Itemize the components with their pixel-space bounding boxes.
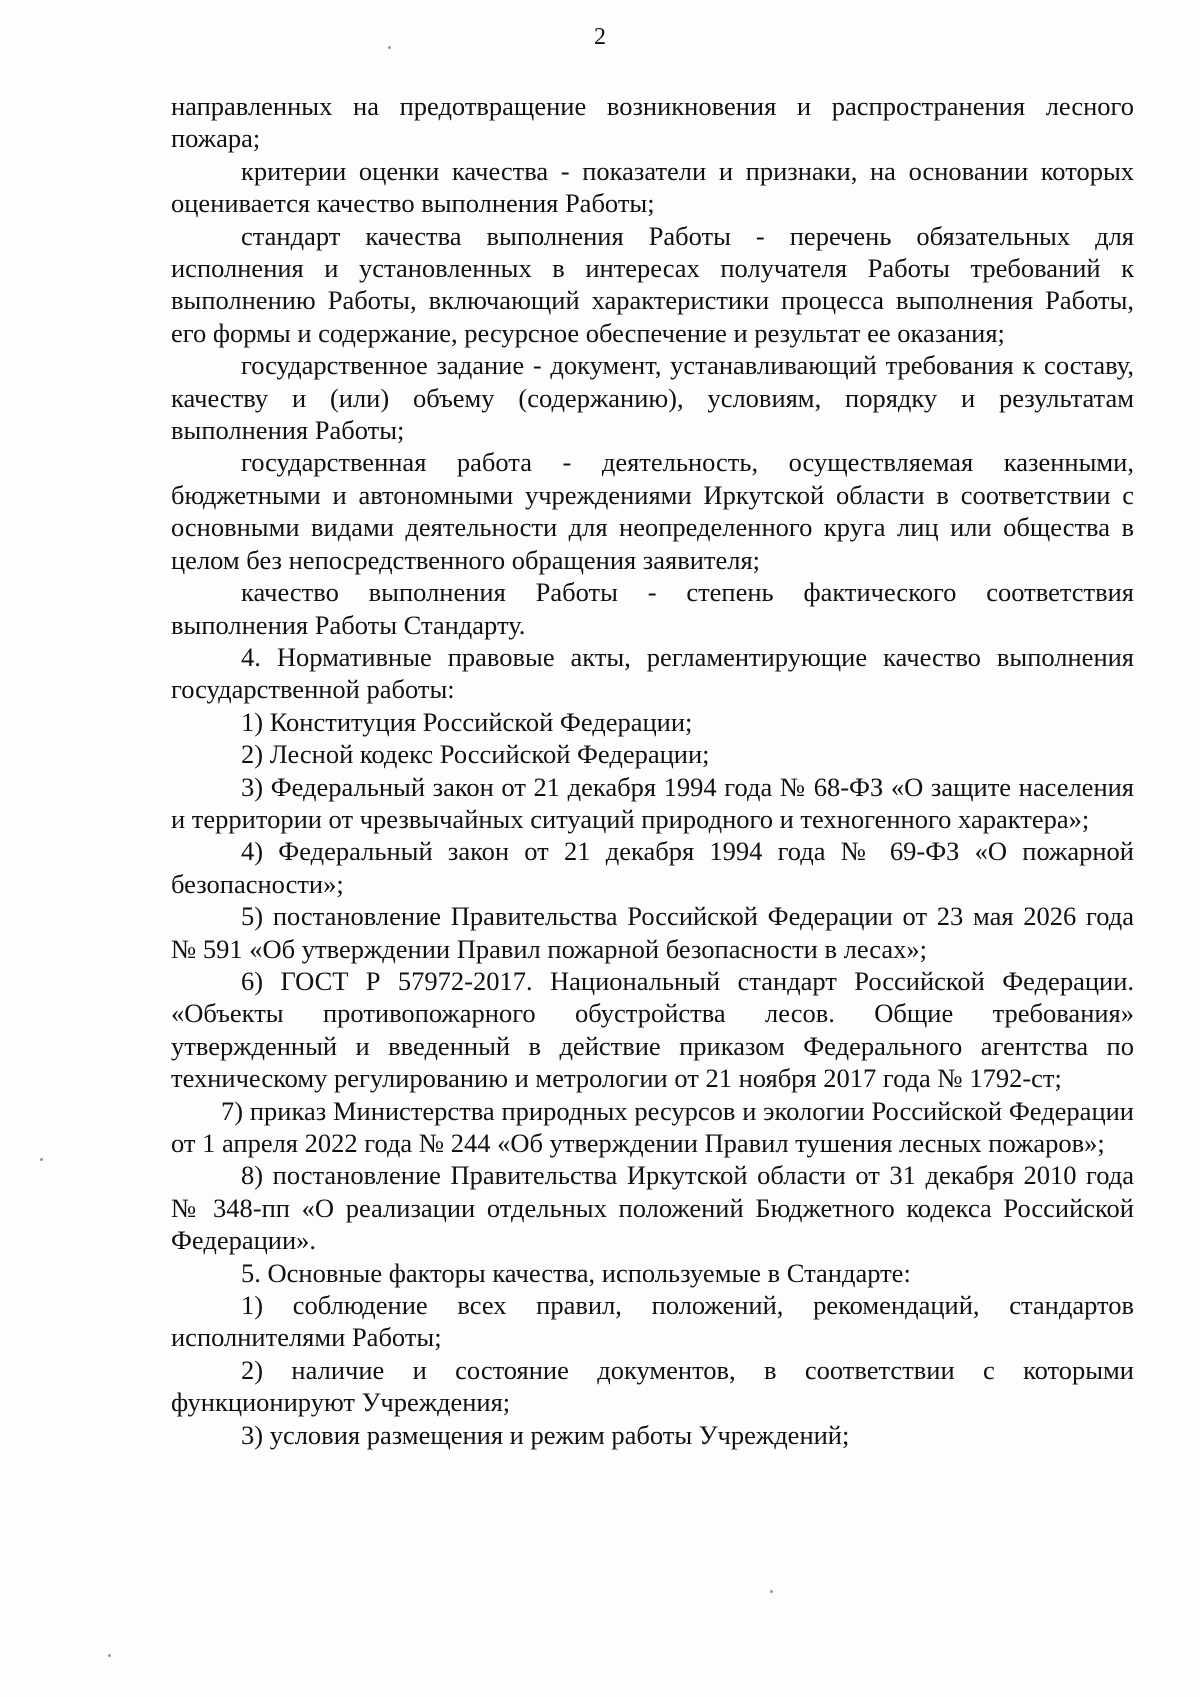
definition-state-assignment: государственное задание - документ, устанавливающий требования к составу, качеству и (или) объему (содержанию), условиям, порядку и результатам выполнения Работы; — [171, 350, 1134, 446]
scan-speck — [770, 1590, 773, 1593]
scan-speck — [108, 1654, 111, 1657]
scan-speck — [40, 1158, 43, 1161]
legal-act-item: 8) постановление Правительства Иркутской области от 31 декабря 2010 года № 348-пп «О реализации отдельных положений Бюджетного кодекса Российской Федерации». — [171, 1160, 1134, 1256]
legal-act-item: 3) Федеральный закон от 21 декабря 1994 года № 68-ФЗ «О защите населения и территории от чрезвычайных ситуаций природного и техногенного характера»; — [171, 771, 1134, 834]
legal-act-item: 4) Федеральный закон от 21 декабря 1994 года № 69-ФЗ «О пожарной безопасности»; — [171, 836, 1134, 899]
legal-act-item: 5) постановление Правительства Российской Федерации от 23 мая 2026 года № 591 «Об утверждении Правил пожарной безопасности в лесах»; — [171, 901, 1134, 964]
scan-speck — [388, 46, 391, 49]
legal-act-item: 7) приказ Министерства природных ресурсов и экологии Российской Федерации от 1 апреля 2022 года № 244 «Об утверждении Правил тушения лесных пожаров»; — [171, 1095, 1134, 1158]
definition-quality-criteria: критерии оценки качества - показатели и признаки, на основании которых оценивается качество выполнения Работы; — [171, 155, 1134, 219]
definition-work-quality: качество выполнения Работы - степень фактического соответствия выполнения Работы Стандарту. — [171, 577, 1134, 640]
document-body — [171, 90, 1134, 1451]
legal-act-item: 1) Конституция Российской Федерации; — [241, 706, 693, 737]
paragraph-continuation: направленных на предотвращение возникновения и распространения лесного пожара; — [171, 91, 1134, 154]
section-5-heading: 5. Основные факторы качества, используемые в Стандарте: — [241, 1257, 911, 1288]
definition-quality-standard: стандарт качества выполнения Работы - перечень обязательных для исполнения и установленных в интересах получателя Работы требований к выполнению Работы, включающий характеристики процесса выполнения Работы, его формы и содержание, ресурсное обеспечение и результат ее оказания; — [171, 220, 1134, 348]
quality-factor-item: 1) соблюдение всех правил, положений, рекомендаций, стандартов исполнителями Работы; — [171, 1290, 1134, 1353]
legal-act-item: 2) Лесной кодекс Российской Федерации; — [241, 739, 710, 770]
quality-factor-item: 2) наличие и состояние документов, в соответствии с которыми функционируют Учреждения; — [171, 1354, 1134, 1418]
section-4-heading: 4. Нормативные правовые акты, регламентирующие качество выполнения государственной работы: — [171, 641, 1134, 705]
legal-act-item: 6) ГОСТ Р 57972-2017. Национальный стандарт Российской Федерации. «Объекты противопожарного обустройства лесов. Общие требования» утвержденный и введенный в действие приказом Федерального агентства по техническому регулированию и метрологии от 21 ноября 2017 года № 1792-ст; — [171, 965, 1134, 1094]
page-number: 2 — [594, 24, 606, 50]
definition-state-work: государственная работа - деятельность, осуществляемая казенными, бюджетными и автономными учреждениями Иркутской области в соответствии с основными видами деятельности для неопределенного круга лиц или общества в целом без непосредственного обращения заявителя; — [171, 447, 1134, 575]
quality-factor-item: 3) условия размещения и режим работы Учреждений; — [241, 1419, 850, 1450]
